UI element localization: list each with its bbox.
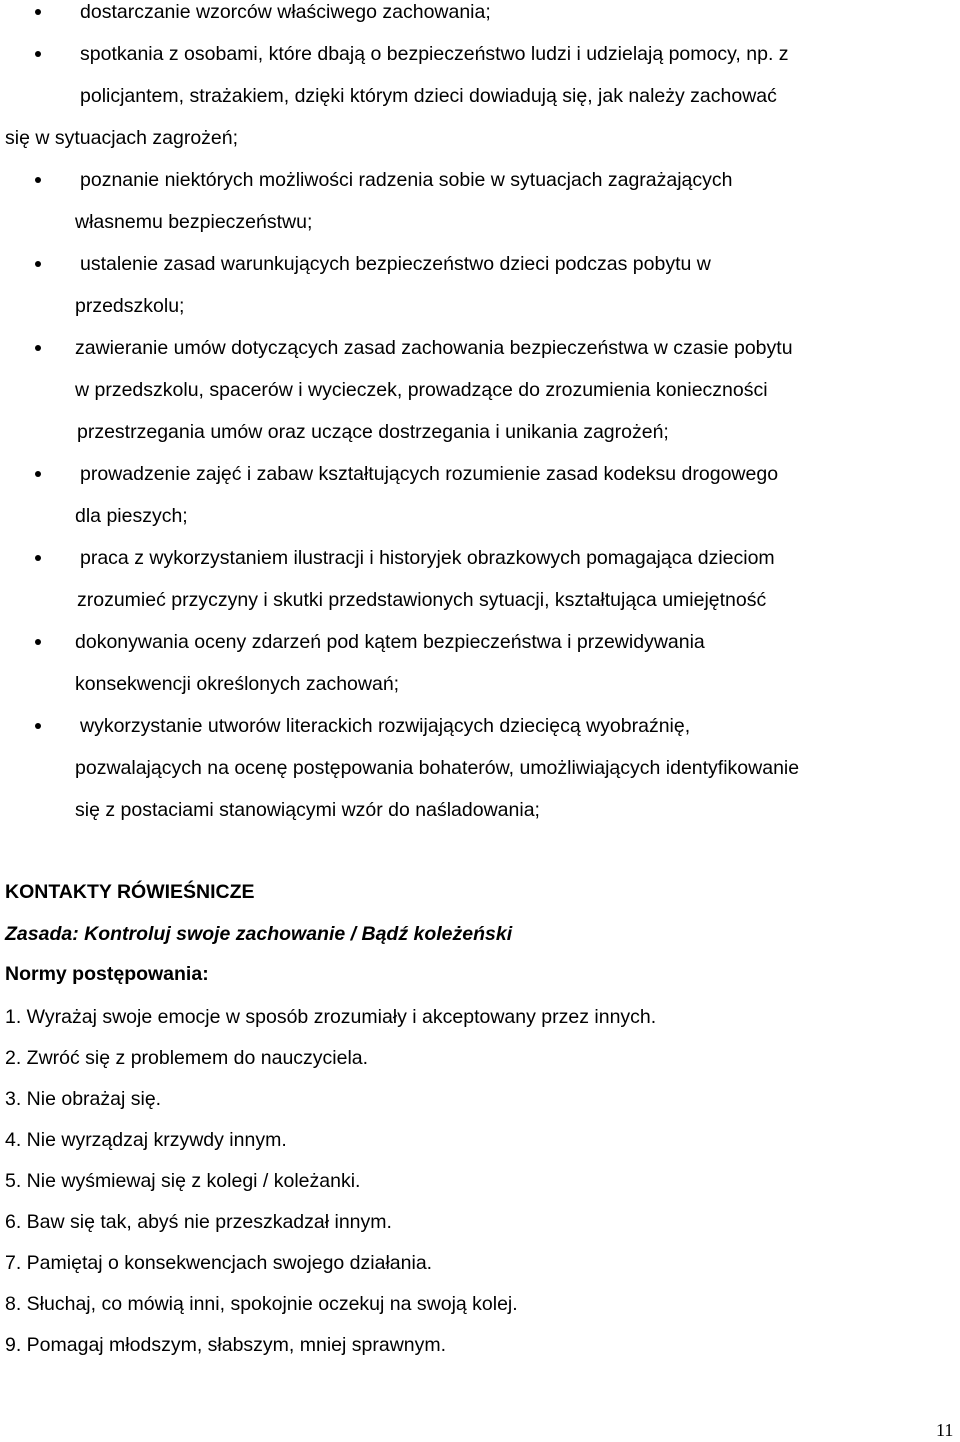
bullet-line: policjantem, strażakiem, dzięki którym dzieci dowiadują się, jak należy zachować [80,85,777,107]
bullet-dot [35,723,41,729]
norm-item: 1. Wyrażaj swoje emocje w sposób zrozumiały i akceptowany przez innych. [5,1006,657,1028]
bullet-dot [35,9,41,15]
bullet-line: spotkania z osobami, które dbają o bezpieczeństwo ludzi i udzielają pomocy, np. z [80,43,789,65]
bullet-dot [35,471,41,477]
bullet-line: przedszkolu; [75,295,185,317]
page-number: 11 [936,1420,954,1440]
bullet-line: dostarczanie wzorców właściwego zachowania; [80,1,491,23]
norm-item: 4. Nie wyrządzaj krzywdy innym. [5,1129,287,1151]
bullet-dot [35,177,41,183]
section-rule: Zasada: Kontroluj swoje zachowanie / Bądź koleżeński [5,923,513,945]
bullet-dot [35,51,41,57]
bullet-line: dla pieszych; [75,505,188,527]
bullet-line: pozwalających na ocenę postępowania bohaterów, umożliwiających identyfikowanie [75,757,800,779]
bullet-line: ustalenie zasad warunkujących bezpieczeństwo dzieci podczas pobytu w [80,253,711,275]
bullet-line: konsekwencji określonych zachowań; [75,673,400,695]
section-title: KONTAKTY RÓWIEŚNICZE [5,881,255,903]
bullet-line: wykorzystanie utworów literackich rozwijających dziecięcą wyobraźnię, [80,715,691,737]
norm-item: 5. Nie wyśmiewaj się z kolegi / koleżanki. [5,1170,361,1192]
bullet-dot [35,345,41,351]
norm-item: 7. Pamiętaj o konsekwencjach swojego działania. [5,1252,433,1274]
bullet-line: własnemu bezpieczeństwu; [75,211,313,233]
norm-item: 8. Słuchaj, co mówią inni, spokojnie oczekuj na swoją kolej. [5,1293,518,1315]
norm-item: 9. Pomagaj młodszym, słabszym, mniej sprawnym. [5,1334,447,1356]
norms-label: Normy postępowania: [5,963,209,985]
bullet-dot [35,555,41,561]
norm-item: 6. Baw się tak, abyś nie przeszkadzał innym. [5,1211,392,1233]
bullet-line: poznanie niektórych możliwości radzenia sobie w sytuacjach zagrażających [80,169,733,191]
bullet-dot [35,261,41,267]
bullet-line: się z postaciami stanowiącymi wzór do naśladowania; [75,799,540,821]
bullet-dot [35,639,41,645]
bullet-line: w przedszkolu, spacerów i wycieczek, prowadzące do zrozumienia konieczności [75,379,768,401]
bullet-line: zrozumieć przyczyny i skutki przedstawionych sytuacji, kształtująca umiejętność [77,589,767,611]
bullet-line: prowadzenie zajęć i zabaw kształtujących rozumienie zasad kodeksu drogowego [80,463,779,485]
bullet-line: praca z wykorzystaniem ilustracji i historyjek obrazkowych pomagająca dzieciom [80,547,775,569]
bullet-line: się w sytuacjach zagrożeń; [5,127,239,149]
bullet-line: dokonywania oceny zdarzeń pod kątem bezpieczeństwa i przewidywania [75,631,705,653]
norm-item: 2. Zwróć się z problemem do nauczyciela. [5,1047,369,1069]
bullet-line: przestrzegania umów oraz uczące dostrzegania i unikania zagrożeń; [77,421,669,443]
bullet-line: zawieranie umów dotyczących zasad zachowania bezpieczeństwa w czasie pobytu [75,337,793,359]
norm-item: 3. Nie obrażaj się. [5,1088,162,1110]
